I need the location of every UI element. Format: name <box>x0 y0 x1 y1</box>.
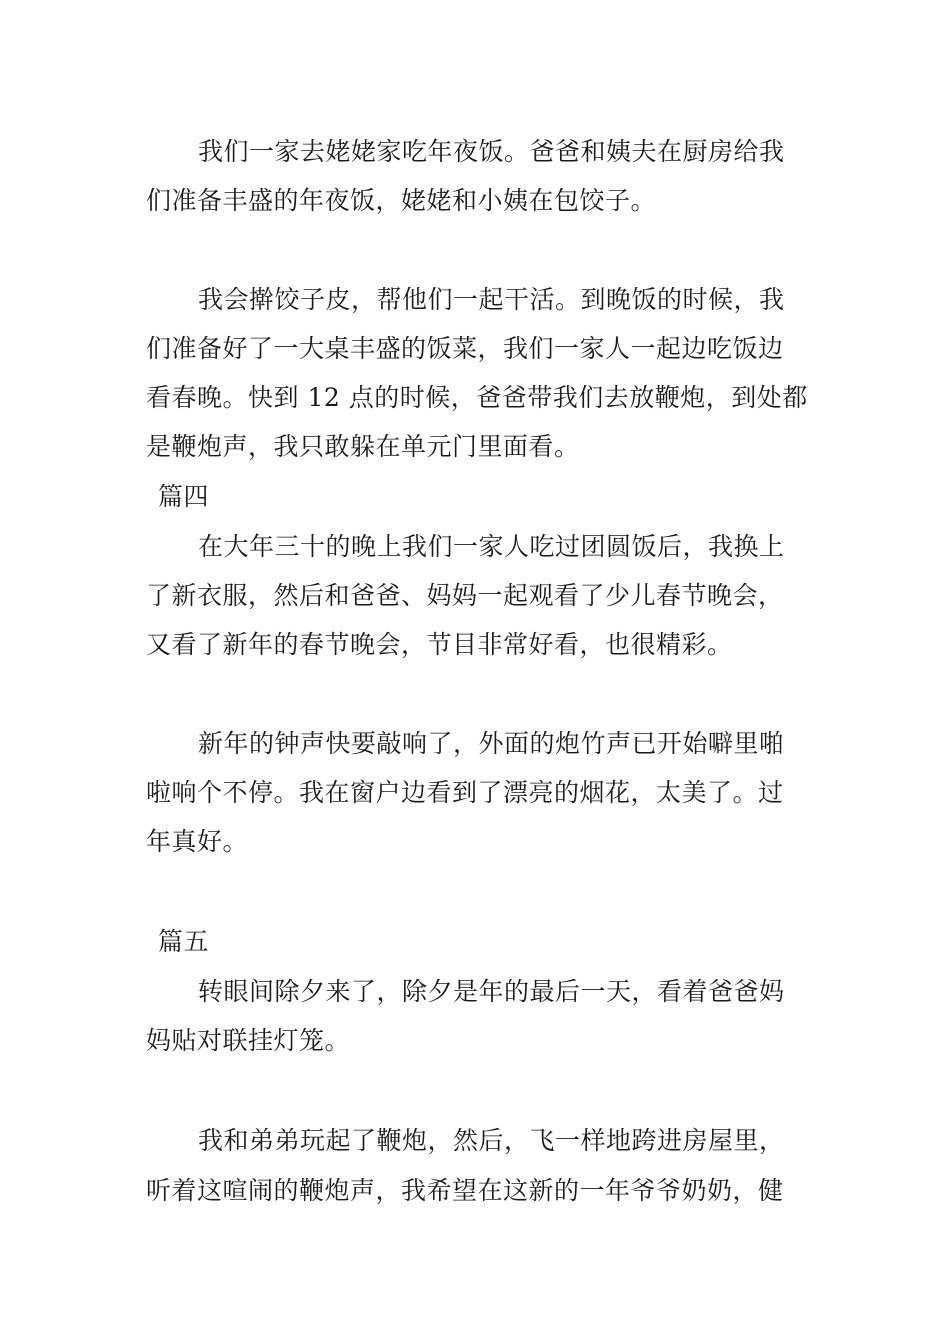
paragraph-6-line-1: 我和弟弟玩起了鞭炮，然后，飞一样地跨进房屋里， <box>198 1126 785 1155</box>
paragraph-4-line-2: 啦响个不停。我在窗户边看到了漂亮的烟花，太美了。过 <box>146 778 784 807</box>
section-heading-5: 篇五 <box>158 927 210 956</box>
paragraph-3-line-3: 又看了新年的春节晚会，节目非常好看，也很精彩。 <box>146 630 733 659</box>
paragraph-6-line-2: 听着这喧闹的鞭炮声，我希望在这新的一年爷爷奶奶，健 <box>146 1176 784 1205</box>
paragraph-2-line-3: 看春晚。快到 12 点的时候，爸爸带我们去放鞭炮，到处都 <box>146 383 808 412</box>
paragraph-2-line-2: 们准备好了一大桌丰盛的饭菜，我们一家人一起边吃饭边 <box>146 334 784 363</box>
section-heading-4: 篇四 <box>158 482 210 511</box>
paragraph-5-line-1: 转眼间除夕来了，除夕是年的最后一天，看着爸爸妈 <box>198 977 785 1006</box>
paragraph-3-line-2: 了新衣服，然后和爸爸、妈妈一起观看了少儿春节晚会， <box>146 581 784 610</box>
paragraph-1-line-1: 我们一家去姥姥家吃年夜饭。爸爸和姨夫在厨房给我 <box>198 137 785 166</box>
paragraph-5-line-2: 妈贴对联挂灯笼。 <box>146 1026 351 1055</box>
paragraph-3-line-1: 在大年三十的晚上我们一家人吃过团圆饭后，我换上 <box>198 532 785 561</box>
paragraph-4-line-3: 年真好。 <box>146 827 249 856</box>
paragraph-4-line-1: 新年的钟声快要敲响了，外面的炮竹声已开始噼里啪 <box>198 729 785 758</box>
paragraph-1-line-2: 们准备丰盛的年夜饭，姥姥和小姨在包饺子。 <box>146 186 657 215</box>
paragraph-2-line-4: 是鞭炮声，我只敢躲在单元门里面看。 <box>146 432 580 461</box>
paragraph-2-line-1: 我会擀饺子皮，帮他们一起干活。到晚饭的时候，我 <box>198 285 785 314</box>
